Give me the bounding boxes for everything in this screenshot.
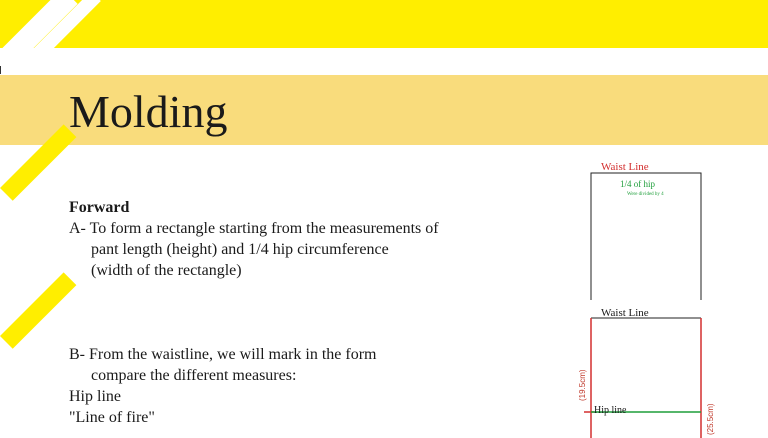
decorative-stripe: [0, 272, 76, 348]
diagram1-note-label: Were divided by 4: [627, 192, 664, 197]
step-a-line2: pant length (height) and 1/4 hip circumference: [91, 241, 389, 258]
step-a-line1: A- To form a rectangle starting from the measurements of: [69, 220, 439, 237]
diagram2-hip-label: Hip line: [594, 405, 627, 416]
divider-tick: [0, 66, 1, 74]
diagram1-quarter-hip-label: 1/4 of hip: [620, 179, 655, 189]
step-b-line1: B- From the waistline, we will mark in the form: [69, 346, 377, 363]
list-item-hip-line: Hip line: [69, 388, 121, 405]
step-b-line2: compare the different measures:: [91, 367, 297, 384]
step-a-line3: (width of the rectangle): [91, 262, 242, 279]
diagram2-right-measure: (25.5cm): [706, 403, 715, 435]
top-banner: [0, 0, 768, 48]
diagram2-waist-label: Waist Line: [601, 307, 649, 319]
page-title: Molding: [69, 86, 228, 137]
diagram2-left-measure: (19.5cm): [578, 369, 587, 401]
list-item-line-of-fire: "Line of fire": [69, 409, 155, 426]
pattern-diagram-hip-line: [580, 305, 720, 438]
section-heading-forward: Forward: [69, 199, 130, 216]
diagram1-waist-label: Waist Line: [601, 161, 649, 173]
